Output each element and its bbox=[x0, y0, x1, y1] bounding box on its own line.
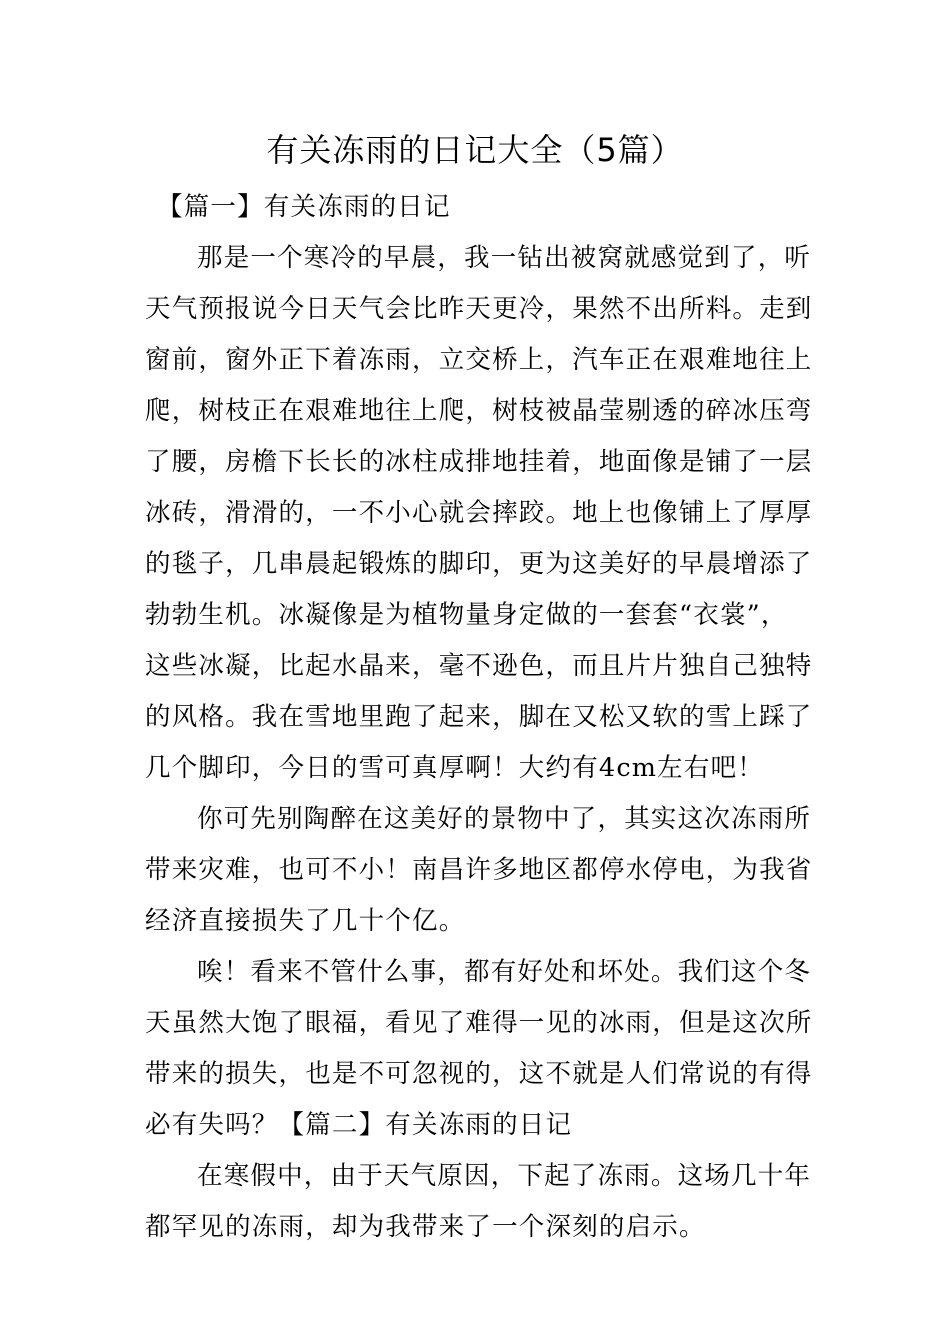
paragraph-line: 爬，树枝正在艰难地往上爬，树枝被晶莹剔透的碎冰压弯 bbox=[145, 396, 813, 426]
paragraph-line: 带来灾难，也可不小！南昌许多地区都停水停电，为我省 bbox=[145, 855, 813, 885]
paragraph-line: 带来的损失，也是不可忽视的，这不就是人们常说的有得 bbox=[145, 1059, 813, 1089]
paragraph-line: 冰砖，滑滑的，一不小心就会摔跤。地上也像铺上了厚厚 bbox=[145, 498, 813, 528]
paragraph-3 bbox=[145, 947, 813, 1151]
paragraph-line: 那是一个寒冷的早晨，我一钻出被窝就感觉到了，听 bbox=[197, 243, 812, 273]
paragraph-line: 在寒假中，由于天气原因，下起了冻雨。这场几十年 bbox=[197, 1161, 812, 1191]
paragraph-line: 几个脚印，今日的雪可真厚啊！大约有4cm左右吧！ bbox=[145, 753, 764, 783]
paragraph-line: 的毯子，几串晨起锻炼的脚印，更为这美好的早晨增添了 bbox=[145, 549, 813, 579]
paragraph-line: 这些冰凝，比起水晶来，毫不逊色，而且片片独自己独特 bbox=[145, 651, 813, 681]
paragraph-line: 窗前，窗外正下着冻雨，立交桥上，汽车正在艰难地往上 bbox=[145, 345, 813, 375]
paragraph-line: 天虽然大饱了眼福，看见了难得一见的冰雨，但是这次所 bbox=[145, 1008, 813, 1038]
paragraph-line: 都罕见的冻雨，却为我带来了一个深刻的启示。 bbox=[145, 1212, 706, 1242]
paragraph-line: 你可先别陶醉在这美好的景物中了，其实这次冻雨所 bbox=[197, 804, 812, 834]
paragraph-line: 唉！看来不管什么事，都有好处和坏处。我们这个冬 bbox=[197, 957, 812, 987]
section-heading: 【篇一】有关冻雨的日记 bbox=[157, 192, 451, 222]
paragraph-line: 勃勃生机。冰凝像是为植物量身定做的一套套“衣裳”， bbox=[145, 600, 788, 630]
paragraph-1 bbox=[145, 233, 813, 794]
paragraph-line: 必有失吗？【篇二】有关冻雨的日记 bbox=[145, 1110, 573, 1140]
document-title: 有关冻雨的日记大全（5篇） bbox=[266, 131, 684, 169]
paragraph-line: 经济直接损失了几十个亿。 bbox=[145, 906, 466, 936]
paragraph-2 bbox=[145, 794, 813, 947]
paragraph-4 bbox=[145, 1151, 810, 1253]
paragraph-line: 了腰，房檐下长长的冰柱成排地挂着，地面像是铺了一层 bbox=[145, 447, 813, 477]
paragraph-line: 天气预报说今日天气会比昨天更冷，果然不出所料。走到 bbox=[145, 294, 813, 324]
document-body bbox=[145, 182, 813, 1253]
paragraph-line: 的风格。我在雪地里跑了起来，脚在又松又软的雪上踩了 bbox=[145, 702, 813, 732]
